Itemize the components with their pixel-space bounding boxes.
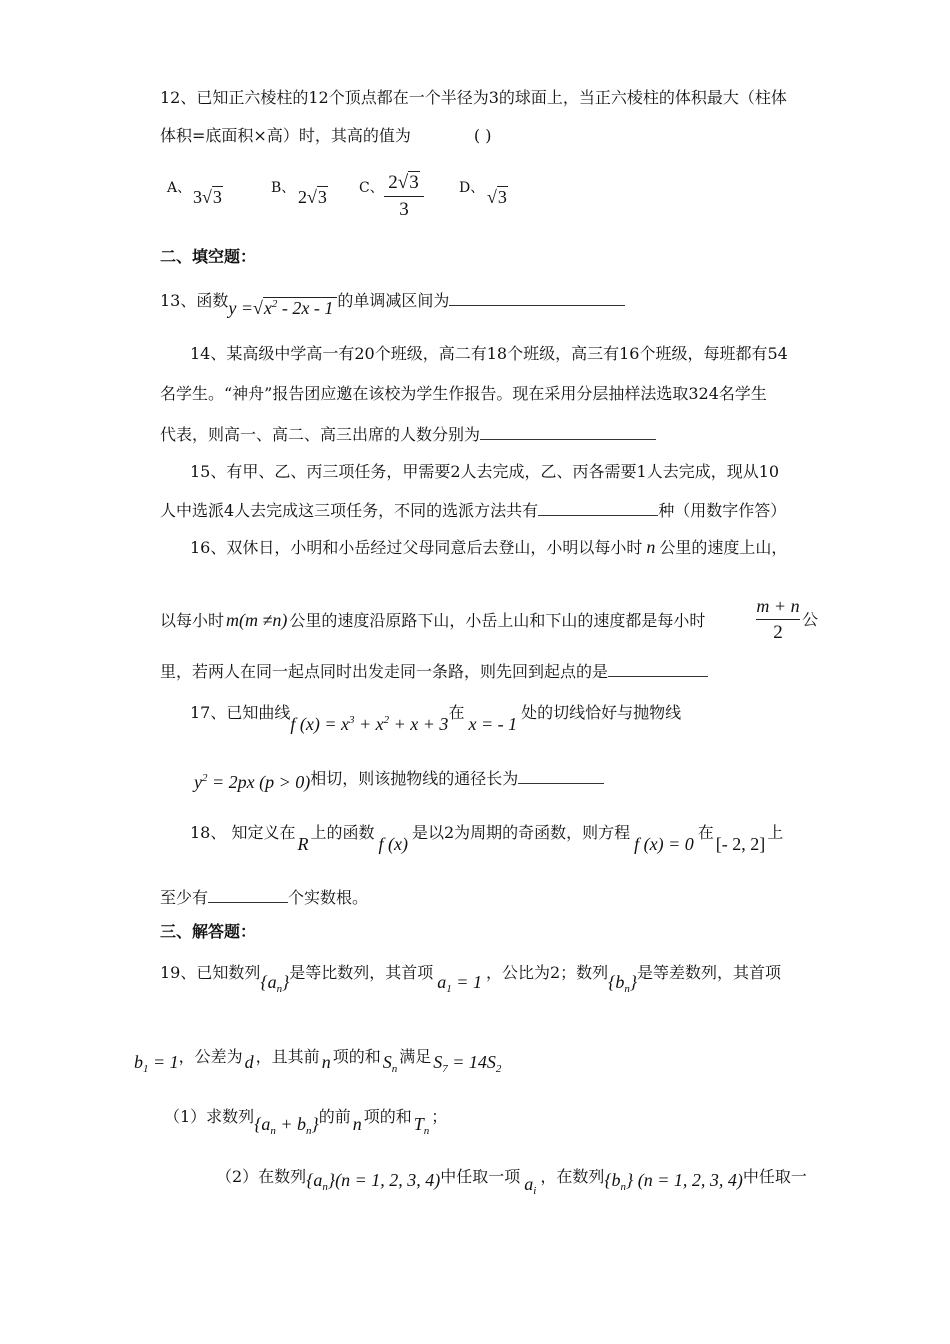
q18-line1 bbox=[190, 822, 784, 854]
q16-line3 bbox=[160, 662, 708, 682]
q16-line1-text: 16、双休日，小明和小岳经过父母同意后去登山，小明以每小时 bbox=[190, 538, 643, 557]
q19-an-open: {a bbox=[260, 972, 277, 992]
q16-fraction bbox=[756, 596, 800, 644]
q19-line1 bbox=[160, 962, 782, 995]
q17-exp3: 3 bbox=[349, 714, 355, 726]
q19-an-close: } bbox=[282, 972, 290, 992]
q19-part1-end: ； bbox=[431, 1107, 448, 1126]
q19-part2-bn-close: } bbox=[626, 1170, 634, 1190]
q19-part2-text4: 中任取一 bbox=[742, 1167, 807, 1186]
q15-line1: 15、有甲、乙、丙三项任务，甲需要2人去完成，乙、丙各需要1人去完成，现从10 bbox=[190, 462, 780, 481]
q19-part2-range-b: (n = 1, 2, 3, 4) bbox=[637, 1170, 743, 1190]
q18-line2 bbox=[160, 888, 368, 908]
q16-n: n bbox=[646, 537, 656, 557]
q12-option-a-coef: 3 bbox=[193, 187, 202, 207]
q12-answer-paren: ( ) bbox=[473, 126, 492, 145]
q17-answer-blank[interactable] bbox=[518, 769, 604, 784]
q17-x-value: x = - 1 bbox=[468, 714, 518, 734]
q17-curve bbox=[290, 714, 448, 734]
q19-a1: $a_1 = 1$ bbox=[437, 972, 482, 995]
q17-suffix: 处的切线恰好与抛物线 bbox=[521, 703, 682, 722]
q19-part1-n: n bbox=[352, 1114, 362, 1134]
q17-line2 bbox=[194, 768, 604, 791]
q19-part2-range-a: (n = 1, 2, 3, 4) bbox=[335, 1170, 441, 1190]
q19-an-set: $\{a_n\}$ bbox=[260, 972, 290, 995]
q14-answer-blank[interactable] bbox=[480, 425, 656, 440]
q19-n: n bbox=[321, 1052, 331, 1072]
q13-suffix: 的单调减区间为 bbox=[337, 291, 450, 310]
q12-option-a: 3√3 bbox=[193, 187, 222, 207]
q12-option-a-label: A、 bbox=[167, 180, 192, 196]
q19-part2-text3: ，在数列 bbox=[540, 1167, 605, 1186]
q12-option-a-radicand: 3 bbox=[212, 187, 222, 207]
q12-option-d-label: D、 bbox=[459, 180, 485, 196]
q19-text5: ，公差为 bbox=[178, 1047, 243, 1066]
q17-line1 bbox=[190, 702, 682, 734]
section-heading-fill-in: 二、填空题： bbox=[160, 247, 257, 266]
q19-text8: 满足 bbox=[399, 1047, 432, 1066]
q19-b1-value: = 1 bbox=[148, 1052, 179, 1072]
q15-line2-suffix: 种（用数字作答） bbox=[658, 501, 787, 520]
q19-bn-set: $\{b_n\}$ bbox=[608, 972, 638, 995]
q19-Sn: $S_n$ bbox=[382, 1052, 398, 1075]
q19-d: d bbox=[244, 1052, 254, 1072]
q19-text1: 19、已知数列 bbox=[160, 963, 261, 982]
q12-line2-text: 体积=底面积×高）时，其高的值为 bbox=[160, 126, 411, 145]
q18-line2-suffix: 个实数根。 bbox=[288, 888, 369, 907]
q12-option-c-denominator: 3 bbox=[399, 199, 409, 220]
q18-interval: [- 2, 2] bbox=[715, 834, 766, 854]
q19-text4: 是等差数列，其首项 bbox=[637, 963, 782, 982]
q18-line2-text: 至少有 bbox=[160, 888, 209, 907]
q18-text4: 上 bbox=[767, 823, 784, 842]
q13-radicand-rest: - 2x - 1 bbox=[277, 298, 334, 318]
q16-fraction-denominator: 2 bbox=[773, 622, 783, 643]
q19-part2-an-close: } bbox=[327, 1170, 336, 1190]
q16-line2-mid: 公里的速度沿原路下山，小岳上山和下山的速度都是每小时 bbox=[289, 611, 706, 630]
q14-line2: 名学生。“神舟”报告团应邀在该校为学生作报告。现在采用分层抽样法选取324名学生 bbox=[160, 384, 767, 403]
q19-text6: ，且其前 bbox=[255, 1047, 320, 1066]
q19-condition: $S_7 = 14S_2$ bbox=[433, 1052, 502, 1075]
q19-sum-close: } bbox=[311, 1114, 319, 1134]
q12-option-b-radicand: 3 bbox=[317, 187, 327, 207]
q14-line3-text: 代表，则高一、高二、高三出席的人数分别为 bbox=[160, 425, 481, 444]
q19-part1 bbox=[164, 1106, 448, 1137]
q13-line bbox=[160, 290, 625, 318]
q16-m-expression: m(m ≠n) bbox=[226, 610, 288, 630]
q19-bn-open: {b bbox=[608, 972, 625, 992]
q12-option-d-radicand: 3 bbox=[497, 187, 507, 207]
q12-option-c-radicand: 3 bbox=[409, 172, 419, 193]
q17-fx: f (x) = x bbox=[290, 714, 349, 734]
q19-T: T bbox=[413, 1114, 424, 1134]
q19-a1-value: = 1 bbox=[451, 972, 482, 992]
q14-line1: 14、某高级中学高一有20个班级，高二有18个班级，高三有16个班级，每班都有54 bbox=[190, 344, 788, 363]
q14-line3 bbox=[160, 425, 656, 445]
q13-exponent: 2 bbox=[271, 298, 278, 310]
q17-line2-text: 相切，则该抛物线的通径长为 bbox=[310, 769, 519, 788]
q18-text1: 上的函数 bbox=[310, 823, 375, 842]
q13-answer-blank[interactable] bbox=[449, 291, 625, 306]
q19-ai-a: a bbox=[524, 1174, 534, 1194]
q17-term3: + x + 3 bbox=[389, 714, 449, 734]
q12-option-c-label: C、 bbox=[359, 180, 384, 196]
q19-text7: 项的和 bbox=[332, 1047, 381, 1066]
q17-zai: 在 bbox=[448, 703, 465, 722]
q17-parabola-y: y bbox=[194, 772, 202, 792]
q16-line2-end: 公 bbox=[802, 610, 819, 629]
q12-option-b: 2√3 bbox=[298, 187, 327, 207]
q19-part1-text2: 的前 bbox=[318, 1107, 351, 1126]
q19-b1: $b_1 = 1$ bbox=[134, 1052, 179, 1075]
q13-lhs: y = bbox=[228, 298, 254, 318]
q19-S: S bbox=[382, 1052, 392, 1072]
section-heading-solutions: 三、解答题： bbox=[160, 922, 257, 941]
q19-part2-text2: 中任取一项 bbox=[440, 1167, 521, 1186]
q18-text2: 是以2为周期的奇函数，则方程 bbox=[411, 823, 631, 842]
q19-sum-open: {a bbox=[254, 1114, 271, 1134]
q12-option-d: √3 bbox=[487, 187, 507, 207]
q17-term2: + x bbox=[354, 714, 384, 734]
q19-part1-text3: 项的和 bbox=[363, 1107, 412, 1126]
q13-function: $y =√x^2 - 2x - 1$ bbox=[228, 298, 337, 318]
q16-answer-blank[interactable] bbox=[608, 662, 708, 677]
q17-exp2: 2 bbox=[383, 714, 390, 726]
q16-line2-text: 以每小时 bbox=[160, 611, 225, 630]
q19-line2 bbox=[134, 1046, 503, 1075]
q19-condition-rhs: = 14S bbox=[447, 1052, 496, 1072]
q18-prefix: 18、 知定义在 bbox=[190, 823, 296, 842]
q12-line2 bbox=[160, 126, 492, 146]
q16-line3-text: 里，若两人在同一起点同时出发走同一条路，则先回到起点的是 bbox=[160, 662, 609, 681]
q18-text3: 在 bbox=[697, 823, 714, 842]
q19-part2-an-open: {a bbox=[306, 1170, 323, 1190]
q19-ai: $a_i$ bbox=[524, 1174, 537, 1197]
q18-fx: f (x) bbox=[378, 834, 408, 854]
q15-line2-text: 人中选派4人去完成这三项任务，不同的选派方法共有 bbox=[160, 501, 539, 520]
q19-part2-text1: （2）在数列 bbox=[216, 1167, 307, 1186]
q19-Tn: $T_n$ bbox=[413, 1114, 430, 1137]
q12-option-c-fraction: 2√3 3 bbox=[384, 172, 424, 221]
q19-sum-set: $\{a_n + b_n\}$ bbox=[254, 1114, 319, 1137]
q13-prefix: 13、函数 bbox=[160, 291, 229, 310]
q19-part2-bn: $\{b_n\} (n = 1$, 2, 3, 4) bbox=[604, 1170, 743, 1193]
q12-option-c-coef: 2 bbox=[388, 172, 398, 193]
q16-line2 bbox=[160, 610, 705, 631]
q13-radicand-x: x bbox=[263, 298, 272, 318]
q19-text2: 是等比数列，其首项 bbox=[289, 963, 434, 982]
q19-sum-plus: + b bbox=[275, 1114, 307, 1134]
q19-text3: ，公比为2；数列 bbox=[485, 963, 609, 982]
q18-R: R bbox=[297, 834, 309, 854]
q19-part2-an: $\{a_n\}(n = 1$, 2, 3, 4) bbox=[306, 1170, 441, 1193]
q18-equation: f (x) = 0 bbox=[634, 834, 694, 854]
q19-part2-bn-open: {b bbox=[604, 1170, 621, 1190]
q18-answer-blank[interactable] bbox=[208, 888, 288, 903]
q19-part1-text1: （1）求数列 bbox=[164, 1107, 255, 1126]
q16-line1-suffix: 公里的速度上山， bbox=[659, 538, 788, 557]
q16-line1 bbox=[190, 537, 787, 558]
q19-part2 bbox=[216, 1166, 807, 1197]
q12-option-b-label: B、 bbox=[271, 180, 296, 196]
q12-line1: 12、已知正六棱柱的12个顶点都在一个半径为3的球面上，当正六棱柱的体积最大（柱体 bbox=[160, 88, 787, 107]
q17-parabola-rhs: = 2px (p > 0) bbox=[207, 772, 311, 792]
q15-line2 bbox=[160, 501, 786, 521]
q12-option-b-coef: 2 bbox=[298, 187, 307, 207]
q19-bn-close: } bbox=[629, 972, 638, 992]
q17-parabola-exp: 2 bbox=[202, 772, 208, 784]
q17-parabola bbox=[194, 772, 310, 792]
q15-answer-blank[interactable] bbox=[538, 501, 658, 516]
q16-fraction-numerator: m + n bbox=[756, 596, 800, 616]
q17-prefix: 17、已知曲线 bbox=[190, 703, 291, 722]
